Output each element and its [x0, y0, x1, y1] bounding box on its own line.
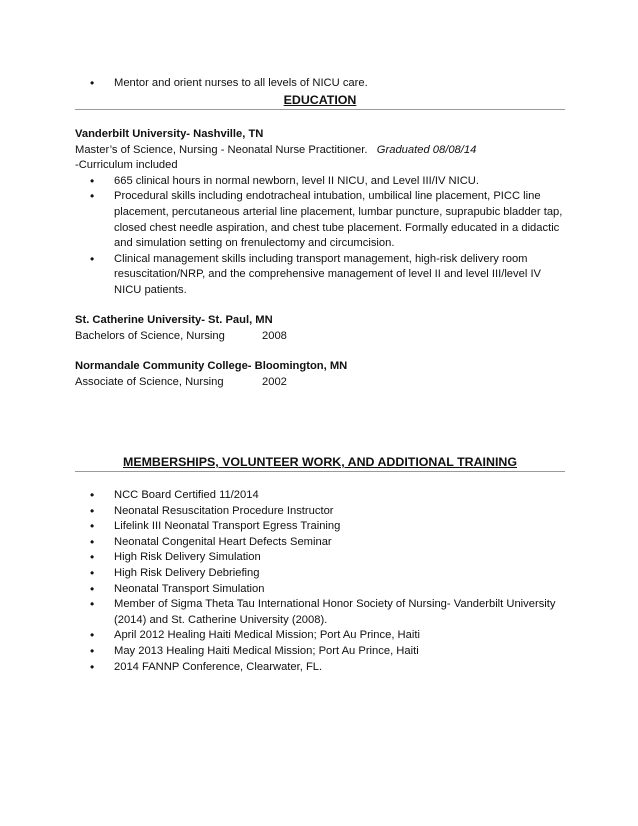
vanderbilt-section	[75, 127, 565, 299]
curriculum-label: -Curriculum included	[75, 159, 178, 172]
normandale-degree-line	[75, 375, 565, 391]
list-item: • Mentor and orient nurses to all levels of NICU care.	[75, 76, 565, 92]
list-item: • 2014 FANNP Conference, Clearwater, FL.	[75, 660, 565, 676]
vanderbilt-graduated: Graduated 08/08/14	[376, 143, 477, 156]
list-item: • High Risk Delivery Debriefing	[75, 566, 565, 582]
list-item: • High Risk Delivery Simulation	[75, 550, 565, 566]
st-catherine-degree: Bachelors of Science, Nursing	[75, 329, 225, 342]
st-catherine-degree-line	[75, 329, 565, 345]
vanderbilt-degree: Master’s of Science, Nursing - Neonatal Nurse Practitioner.	[75, 143, 368, 156]
list-item: • 665 clinical hours in normal newborn, level II NICU, and Level III/IV NICU.	[75, 174, 565, 190]
list-item: • Member of Sigma Theta Tau International Honor Society of Nursing- Vanderbilt University (2014) and St. Catherine University (2008).	[75, 597, 565, 628]
list-item: • Neonatal Congenital Heart Defects Seminar	[75, 535, 565, 551]
list-item: • April 2012 Healing Haiti Medical Mission; Port Au Prince, Haiti	[75, 628, 565, 644]
vanderbilt-school: Vanderbilt University- Nashville, TN	[75, 128, 264, 140]
normandale-section	[75, 359, 565, 390]
st-catherine-school: St. Catherine University- St. Paul, MN	[75, 314, 273, 326]
list-item: • NCC Board Certified 11/2014	[75, 488, 565, 504]
education-heading: EDUCATION	[283, 93, 357, 107]
curriculum-list	[75, 174, 565, 299]
list-item: • May 2013 Healing Haiti Medical Mission; Port Au Prince, Haiti	[75, 644, 565, 660]
normandale-school: Normandale Community College- Bloomington, MN	[75, 360, 348, 372]
memberships-heading: MEMBERSHIPS, VOLUNTEER WORK, AND ADDITIONAL TRAINING	[123, 455, 517, 469]
list-item: • Neonatal Resuscitation Procedure Instructor	[75, 504, 565, 520]
list-item: • Procedural skills including endotracheal intubation, umbilical line placement, PICC line placement, percutaneous arterial line placement, lumbar puncture, suprapubic bladder tap, closed chest needle aspiration, and chest tube placement. Formally educated in a didactic and simulation setting on frenulectomy and circumcision.	[75, 189, 565, 251]
education-divider	[75, 109, 565, 110]
st-catherine-section	[75, 313, 565, 344]
normandale-degree: Associate of Science, Nursing	[75, 375, 224, 388]
memberships-divider	[75, 471, 565, 472]
intro-bullet-list	[75, 76, 565, 92]
vanderbilt-degree-line	[75, 143, 565, 159]
normandale-year: 2002	[262, 375, 287, 388]
list-item: • Neonatal Transport Simulation	[75, 582, 565, 598]
list-item: • Clinical management skills including transport management, high-risk delivery room resuscitation/NRP, and the comprehensive management of level II and level III/level IV NICU patients.	[75, 252, 565, 299]
st-catherine-year: 2008	[262, 329, 287, 342]
list-item: • Lifelink III Neonatal Transport Egress Training	[75, 519, 565, 535]
memberships-list	[75, 488, 565, 675]
